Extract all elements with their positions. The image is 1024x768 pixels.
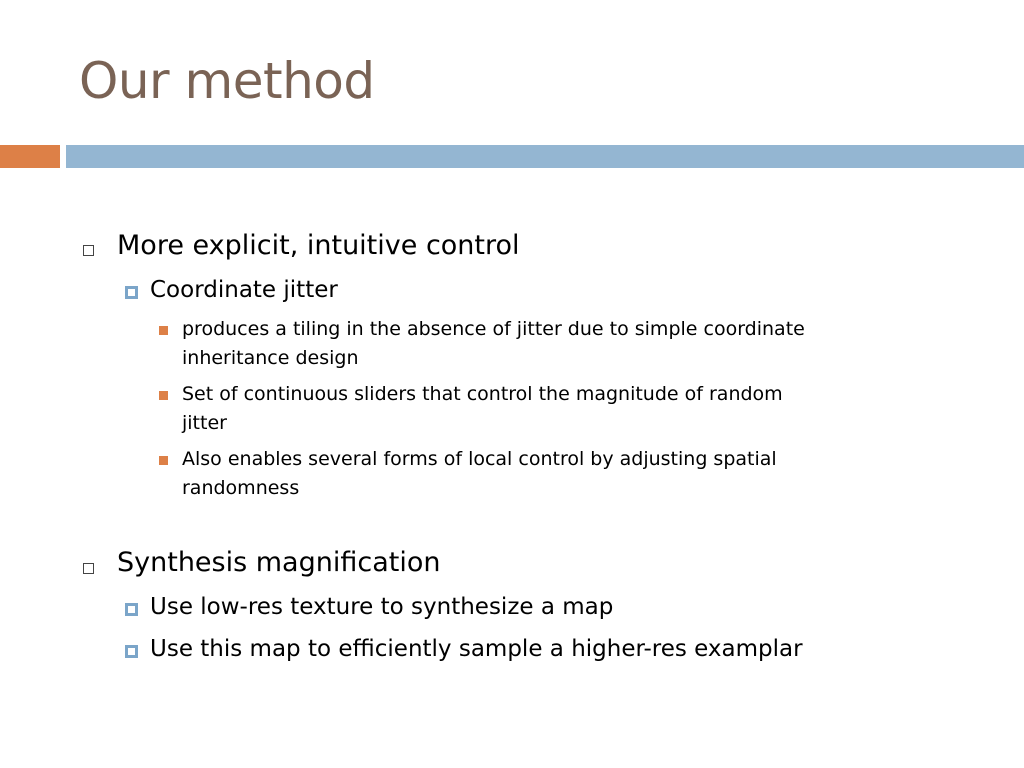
bullet-level3-line: jitter xyxy=(182,412,227,434)
bullet-filled-square-icon xyxy=(159,326,168,335)
bullet-level3-line: Also enables several forms of local control by adjusting spatial xyxy=(182,448,777,470)
bullet-level3-line: produces a tiling in the absence of jitter due to simple coordinate xyxy=(182,318,805,340)
bullet-hollow-square-icon xyxy=(83,245,94,256)
bullet-hollow-square-icon xyxy=(83,563,94,574)
bullet-level3-line: inheritance design xyxy=(182,347,359,369)
bullet-framed-square-icon xyxy=(125,286,138,299)
bullet-level3-line: randomness xyxy=(182,477,300,499)
bullet-level3-line: Set of continuous sliders that control the magnitude of random xyxy=(182,383,783,405)
bullet-level1: Synthesis magnification xyxy=(117,547,441,578)
accent-bar-blue xyxy=(66,145,1024,168)
accent-bar-orange xyxy=(0,145,60,168)
bullet-level2: Use low-res texture to synthesize a map xyxy=(150,594,614,620)
bullet-filled-square-icon xyxy=(159,391,168,400)
bullet-framed-square-icon xyxy=(125,603,138,616)
bullet-level2: Coordinate jitter xyxy=(150,277,338,303)
bullet-level2: Use this map to efficiently sample a higher-res examplar xyxy=(150,636,803,662)
slide-title: Our method xyxy=(79,52,375,110)
bullet-framed-square-icon xyxy=(125,645,138,658)
bullet-filled-square-icon xyxy=(159,456,168,465)
bullet-level1: More explicit, intuitive control xyxy=(117,230,520,261)
